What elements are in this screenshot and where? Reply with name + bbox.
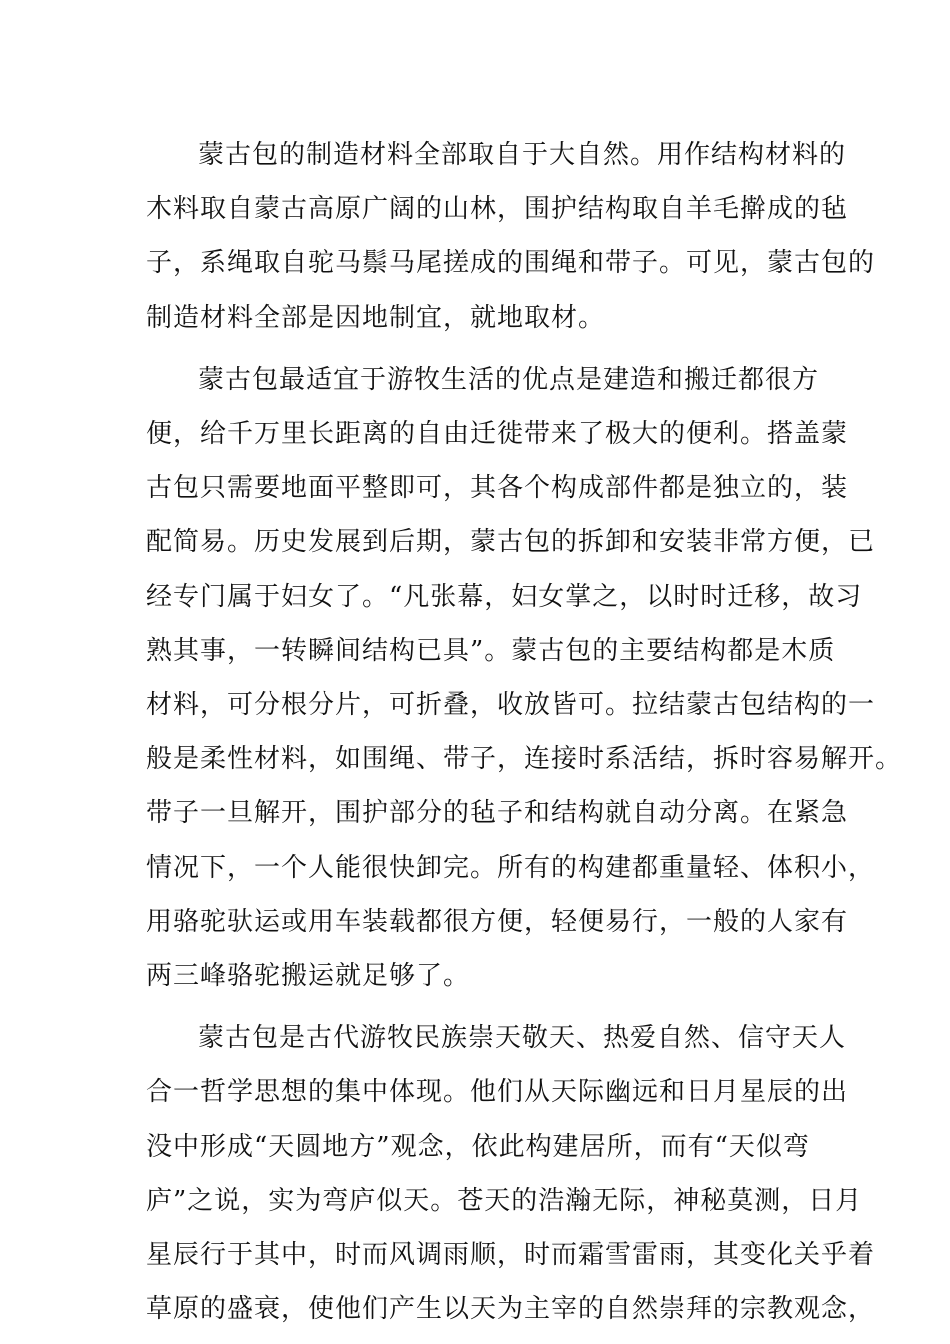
paragraph-line: 子，系绳取自驼马鬃马尾搓成的围绳和带子。可见，蒙古包的 xyxy=(146,248,876,279)
paragraph-line: 便，给千万里长距离的自由迁徙带来了极大的便利。搭盖蒙 xyxy=(146,419,849,450)
paragraph-line: 般是柔性材料，如围绳、带子，连接时系活结，拆时容易解开。 xyxy=(146,744,903,775)
paragraph-line: 草原的盛衰，使他们产生以天为主宰的自然崇拜的宗教观念， xyxy=(146,1294,876,1325)
paragraph-line: 蒙古包的制造材料全部取自于大自然。用作结构材料的 xyxy=(198,140,847,170)
paragraph-line: 合一哲学思想的集中体现。他们从天际幽远和日月星辰的出 xyxy=(146,1077,849,1108)
paragraph-line: 蒙古包是古代游牧民族崇天敬天、热爱自然、信守天人 xyxy=(198,1023,847,1054)
paragraph-line: 蒙古包最适宜于游牧生活的优点是建造和搬迁都很方 xyxy=(198,364,820,395)
paragraph-line: 材料，可分根分片，可折叠，收放皆可。拉结蒙古包结构的一 xyxy=(146,690,876,721)
paragraph-line: 庐”之说，实为弯庐似天。苍天的浩瀚无际，神秘莫测，日月 xyxy=(146,1185,863,1216)
paragraph-philosophy xyxy=(146,1011,876,1336)
paragraph-line: 用骆驼驮运或用车装载都很方便，轻便易行，一般的人家有 xyxy=(146,906,849,937)
paragraph-line: 两三峰骆驼搬运就足够了。 xyxy=(146,961,471,992)
paragraph-line: 制造材料全部是因地制宜，就地取材。 xyxy=(146,302,606,333)
paragraph-line: 没中形成“天圆地方”观念，依此构建居所，而有“天似弯 xyxy=(146,1131,810,1162)
paragraph-line: 熟其事，一转瞬间结构已具”。蒙古包的主要结构都是木质 xyxy=(146,635,836,666)
paragraph-materials xyxy=(146,128,876,345)
paragraph-line: 经专门属于妇女了。“凡张幕，妇女掌之，以时时迁移，故习 xyxy=(146,581,863,612)
paragraph-line: 带子一旦解开，围护部分的毡子和结构就自动分离。在紧急 xyxy=(146,798,849,829)
paragraph-line: 古包只需要地面平整即可，其各个构成部件都是独立的，装 xyxy=(146,473,849,504)
paragraph-line: 情况下，一个人能很快卸完。所有的构建都重量轻、体积小， xyxy=(146,852,876,883)
paragraph-line: 配简易。历史发展到后期，蒙古包的拆卸和安装非常方便，已 xyxy=(146,527,876,558)
document-body xyxy=(146,128,903,1344)
paragraph-portability xyxy=(146,353,903,1003)
paragraph-line: 星辰行于其中，时而风调雨顺，时而霜雪雷雨，其变化关乎着 xyxy=(146,1240,876,1271)
paragraph-line: 木料取自蒙古高原广阔的山林，围护结构取自羊毛擀成的毡 xyxy=(146,194,849,225)
